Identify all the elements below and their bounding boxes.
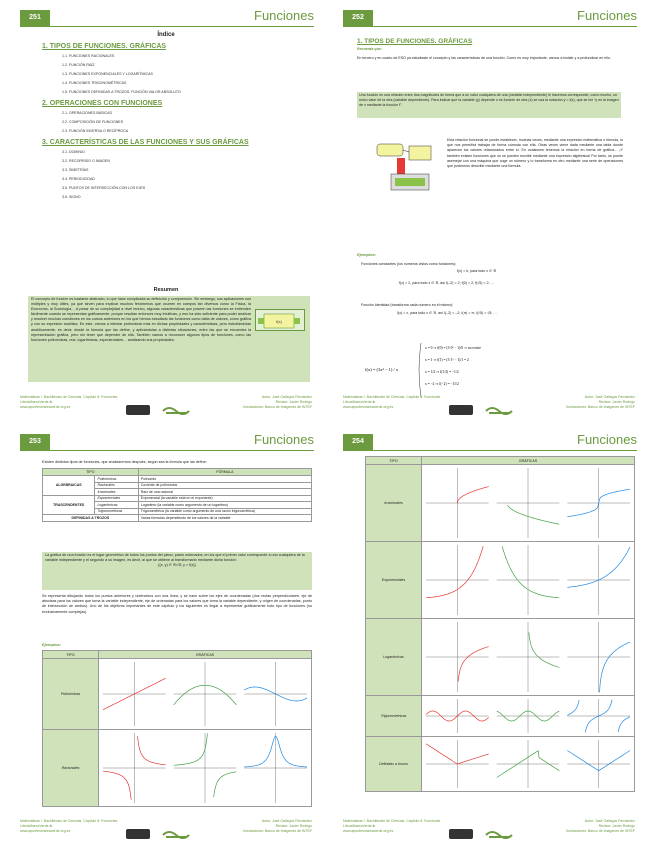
axes [426, 622, 489, 692]
footer-author: Autor: José Gallegos Fernández [261, 395, 312, 399]
footer-link[interactable]: LibrosMareaVerde.tk [343, 824, 376, 828]
footer-author: Autor: José Gallegos Fernández [261, 819, 312, 823]
page-header [337, 6, 641, 30]
graph-explanation: Se representa dibujando todos los puntos anteriores y uniéndolos con una línea, y se hace sobre los ejes de coordenadas (dos rectas perpendiculares: eje de abscisas para los valores que toma la variable independiente, eje de ordenadas para los valores que toma la variable dependiente, y origen de coordenadas, punto de intersección de ambos). Uno de los objetivos importantes de este capítulo y los siguientes es llegar a representar gráficamente todo tipo de funciones (no exclusivamente complejas). [42, 594, 312, 614]
axes [426, 545, 489, 615]
axes [497, 622, 560, 692]
definition-box: Una función es una relación entre dos magnitudes de forma que a un valor cualquiera de una (variable independiente) le hacemos corresponder, como mucho, un único valor de la otra (variable dependiente). Para indicar que la variable (y) depende o es función de otra (x) se usa la notación y = f(x), que se lee “y es la imagen de x mediante la función f”. [357, 92, 621, 118]
function-machine-illustration [255, 309, 305, 331]
example-identity: Función identidad (transforma cada número en él mismo): [361, 303, 454, 307]
footer-book: Matemáticas I. Bachillerato de Ciencias. Capítulo 6: Funciones [20, 819, 118, 823]
page-footer [337, 817, 641, 845]
page-title: Funciones [577, 432, 637, 447]
table-cell: TRASCENDENTES [43, 495, 95, 515]
axes [497, 468, 560, 538]
graph-cell [422, 696, 635, 737]
graph-type-label: Exponenciales [366, 542, 422, 619]
graph-type-label: Racionales [43, 730, 99, 807]
example-constant-eq2: f(x) = 2, para todo x ∈ ℜ, así f(–2) = 2; f(0) = 2; f(√5) = 2; … [399, 281, 495, 285]
table-row [366, 542, 635, 619]
page-title: Funciones [254, 8, 314, 23]
graph-type-label: Definidas a trozos [366, 737, 422, 792]
graph-definition-box [42, 552, 312, 590]
svg-text:x = 1/2 ⇒ f(1/2) = −1/2: x = 1/2 ⇒ f(1/2) = −1/2 [425, 370, 459, 374]
table-row [366, 619, 635, 696]
axes [244, 733, 307, 803]
function-curve [457, 487, 488, 504]
toc-section-3[interactable]: 3. CARACTERÍSTICAS DE LAS FUNCIONES Y SUS GRÁFICAS [42, 139, 249, 146]
table-cell: Exponenciales [95, 495, 138, 502]
function-machine-icon [367, 138, 437, 198]
function-curve [458, 647, 489, 682]
table-cell: Raíz de una racional [138, 489, 311, 496]
marea-verde-logo [485, 403, 513, 415]
function-description: Esta relación funcional se puede establecer, muchas veces, mediante una expresión matemática o fórmula, lo que nos permitirá trabajar de forma cómoda con ella. Otras veces viene dada mediante una tabla donde aparecen los valores relacionados entre sí. En ocasiones tenemos la relación en forma de gráfica… ¡Y también existen funciones que no se pueden escribir mediante una expresión algebraica! Por tanto, se puede asemejar con una máquina que coge un número y lo transforma en otro mediante una serie de operaciones que podremos describir mediante una fórmula. [447, 138, 623, 169]
table-header: TIPO [366, 457, 422, 465]
toc-item[interactable]: 1.5. FUNCIONES DEFINIDAS A TROZOS. FUNCIÓN VALOR ABSOLUTO [62, 90, 181, 94]
table-row [366, 465, 635, 542]
page-footer [14, 817, 318, 845]
header-rule [20, 26, 314, 27]
table-cell: DEFINIDAS A TROZOS [43, 515, 139, 522]
table-header: TIPO [43, 651, 99, 659]
table-cell: Trigonométricas [95, 508, 138, 515]
footer-author: Autor: José Gallegos Fernández [584, 819, 635, 823]
toc-item[interactable]: 3.6. SIGNO [62, 195, 81, 199]
footer-url[interactable]: www.apuntesmareaverde.org.es [20, 405, 71, 409]
footer-reviewer: Revisor: Javier Rodrigo [275, 824, 312, 828]
footer-url[interactable]: www.apuntesmareaverde.org.es [343, 405, 394, 409]
page-title: Funciones [577, 8, 637, 23]
axes [497, 545, 560, 615]
axes [567, 622, 630, 692]
toc-item[interactable]: 3.2. RECORRIDO O IMAGEN [62, 159, 110, 163]
function-curve [600, 642, 631, 693]
footer-illustrations: Ilustraciones: Banco de Imágenes de INTEF [566, 405, 635, 409]
graph-cell [422, 465, 635, 542]
svg-text:f(x): f(x) [276, 319, 282, 324]
header-rule [343, 26, 637, 27]
table-cell: Irracionales [95, 489, 138, 496]
table-row [366, 696, 635, 737]
page-header [337, 430, 641, 454]
toc-section-2[interactable]: 2. OPERACIONES CON FUNCIONES [42, 100, 163, 107]
footer-link[interactable]: LibrosMareaVerde.tk [20, 824, 53, 828]
graph-definition-text: La gráfica de una función es el lugar geométrico de todos los puntos del plano, pares ordenados, en los que el primer valor corresponde a uno cualquiera de la variable independiente y el segundo a su imagen, es decir, al que se obtiene al transformarlo mediante dicha función: [45, 553, 305, 563]
toc-item[interactable]: 1.1. FUNCIONES RACIONALES [62, 54, 115, 58]
intro-text: Existen distintos tipos de funciones, que analizaremos después, según sea la fórmula que las define: [42, 460, 207, 464]
section-heading: 1. TIPOS DE FUNCIONES. GRÁFICAS [357, 38, 473, 45]
footer-reviewer: Revisor: Javier Rodrigo [598, 400, 635, 404]
page-number: 252 [343, 10, 373, 26]
table-cell: Exponencial (la variable está en el exponente) [138, 495, 311, 502]
table-cell: Logaritmo (la variable como argumento de un logaritmo) [138, 502, 311, 509]
toc-item[interactable]: 1.3. FUNCIONES EXPONENCIALES Y LOGARÍTMICAS [62, 72, 153, 76]
toc-item[interactable]: 1.2. FUNCIÓN RAÍZ [62, 63, 95, 67]
graph-type-label: Irracionales [366, 465, 422, 542]
index-title: Índice [157, 32, 175, 38]
footer-book: Matemáticas I. Bachillerato de Ciencias. Capítulo 6: Funciones [20, 395, 118, 399]
footer-author: Autor: José Gallegos Fernández [584, 395, 635, 399]
page-header [14, 430, 318, 454]
summary-title: Resumen [153, 287, 179, 293]
table-cell: Cociente de polinomios [138, 482, 311, 489]
marea-verde-logo [162, 827, 190, 839]
axes [174, 733, 237, 803]
table-row [43, 515, 312, 522]
cc-license-icon [126, 829, 150, 839]
table-cell: Logarítmicas [95, 502, 138, 509]
table-cell: Polinomio [138, 476, 311, 483]
graph-type-label: Trigonométricas [366, 696, 422, 737]
function-types-table [42, 468, 312, 522]
graph-examples-table [42, 650, 312, 807]
table-cell: Polinómicas [95, 476, 138, 483]
svg-text:f(x) = (3x² − 1) / x: f(x) = (3x² − 1) / x [365, 367, 399, 372]
examples-label: Ejemplos: [42, 642, 62, 647]
toc-item[interactable]: 3.4. PERIODICIDAD [62, 177, 95, 181]
footer-illustrations: Ilustraciones: Banco de Imágenes de INTEF [566, 829, 635, 833]
page-title: Funciones [254, 432, 314, 447]
footer-link[interactable]: LibrosMareaVerde.tk [20, 400, 53, 404]
cc-license-icon [449, 829, 473, 839]
table-cell: ALGEBRAICAS [43, 476, 95, 496]
table-header: GRÁFICAS [99, 651, 312, 659]
footer-book: Matemáticas I. Bachillerato de Ciencias. Capítulo 6: Funciones [343, 819, 441, 823]
table-header: FÓRMULA [138, 469, 311, 476]
examples-label: Ejemplos: [357, 252, 377, 257]
graph-type-label: Polinómicas [43, 659, 99, 730]
example-constant-eq: f(x) = k, para todo x ∈ ℜ [457, 269, 497, 273]
table-cell: Trigonométrica (la variable como argumento de una razón trigonométrica) [138, 508, 311, 515]
page-253 [14, 430, 318, 845]
toc-item[interactable]: 3.3. SIMETRÍAS [62, 168, 89, 172]
axes [174, 662, 237, 726]
recall-label: Recuerda que: [357, 47, 382, 51]
footer-url[interactable]: www.apuntesmareaverde.org.es [343, 829, 394, 833]
footer-illustrations: Ilustraciones: Banco de Imágenes de INTEF [243, 405, 312, 409]
graph-cell [422, 542, 635, 619]
toc-item[interactable]: 3.1. DOMINIO [62, 150, 85, 154]
page-header [14, 6, 318, 30]
function-curve [508, 505, 560, 524]
header-rule [343, 450, 637, 451]
footer-illustrations: Ilustraciones: Banco de Imágenes de INTEF [243, 829, 312, 833]
svg-text:x = 0 ⇒ f(0) = (3·0² − 1)/0 ⇒: x = 0 ⇒ f(0) = (3·0² − 1)/0 ⇒ no existe [425, 346, 481, 350]
footer-reviewer: Revisor: Javier Rodrigo [275, 400, 312, 404]
footer-link[interactable]: LibrosMareaVerde.tk [343, 400, 376, 404]
table-row [366, 737, 635, 792]
graph-cell [422, 737, 635, 792]
toc-item[interactable]: 1.4. FUNCIONES TRIGONOMÉTRICAS [62, 81, 127, 85]
page-number: 254 [343, 434, 373, 450]
axes [497, 740, 560, 788]
cc-license-icon [126, 405, 150, 415]
graph-type-label: Logarítmicas [366, 619, 422, 696]
graph-cell [99, 730, 312, 807]
page-254 [337, 430, 641, 845]
footer-reviewer: Revisor: Javier Rodrigo [598, 824, 635, 828]
header-rule [20, 450, 314, 451]
graph-cell [99, 659, 312, 730]
page-footer [14, 393, 318, 421]
function-curve [529, 632, 560, 667]
toc-item[interactable]: 2.2. COMPOSICIÓN DE FUNCIONES [62, 120, 124, 124]
summary-text: El concepto de función es bastante abstracto, lo que hace complicada su definición y comprensión. Sin embargo, sus aplicaciones son múltiples y muy útiles, ya que sirven para explicar muchos fenómenos que ocurren en campos tan diversos como la Física, la Economía, la Sociología… A pesar de su complejidad a nivel teórico, algunas características que poseen las funciones se entienden fácilmente cuando se representan gráficamente, porque resultan entonces muy intuitivas, y eso ha sido suficiente para poder analizar y resolver muchas cuestiones en los cursos anteriores en los que hemos estudiado las funciones como tabla de valores, como gráfica y con su expresión analítica. En este, vamos a intentar profundizar más en dichas propiedades y características, pero estudiándolas analíticamente, es decir, desde la fórmula que las define, y aplicándolas a distintas situaciones, entre las que se encuentra la representación gráfica, pero sin tener que depender de ella. También vamos a reconocer algunos tipos de funciones, como las funciones polinómicas, raíz, logarítmicas, exponenciales… analizando sus propiedades. [31, 297, 251, 342]
summary-box [28, 296, 310, 382]
svg-text:x = 1 ⇒ f(1) = (3·1² − 1)/1 =: x = 1 ⇒ f(1) = (3·1² − 1)/1 = 2 [425, 358, 469, 362]
table-cell: Varias fórmulas dependiendo de los valores de la variable [138, 515, 311, 522]
marea-verde-logo [162, 403, 190, 415]
page-251 [14, 6, 318, 421]
axes [567, 740, 630, 788]
page-footer [337, 393, 641, 421]
intro-text: En tercero y en cuarto de ESO ya estudiaste el concepto y las características de una función. Como es muy importante, vamos a insistir y a profundizar en ello. [357, 56, 611, 60]
toc-section-1[interactable]: 1. TIPOS DE FUNCIONES. GRÁFICAS [42, 43, 167, 50]
marea-verde-logo [485, 827, 513, 839]
toc-item[interactable]: 3.5. PUNTOS DE INTERSECCIÓN CON LOS EJES [62, 186, 146, 190]
axes [497, 699, 560, 733]
function-curve [426, 546, 483, 598]
axes [103, 733, 166, 803]
svg-text:x = −2 ⇒ f(−2) = −11/2: x = −2 ⇒ f(−2) = −11/2 [425, 382, 459, 386]
table-row [43, 659, 312, 730]
table-header: TIPO [43, 469, 139, 476]
example-constant: Funciones constantes (los números vistos como funciones): [361, 262, 457, 266]
graph-cell [422, 619, 635, 696]
page-number: 253 [20, 434, 50, 450]
footer-url[interactable]: www.apuntesmareaverde.org.es [20, 829, 71, 833]
toc-item[interactable]: 2.3. FUNCIÓN INVERSA O RECÍPROCA [62, 129, 129, 133]
graph-set-eq: {(x, y) ∈ ℜ×ℜ; y = f(x)} [158, 563, 196, 568]
table-cell: Racionales [95, 482, 138, 489]
table-row [43, 730, 312, 807]
page-252 [337, 6, 641, 421]
example-identity-eq: I(x) = x, para todo x ∈ ℜ, así I(–2) = –2; I(π) = π; I(√5) = √5; … [397, 311, 497, 315]
footer-book: Matemáticas I. Bachillerato de Ciencias. Capítulo 6: Funciones [343, 395, 441, 399]
function-curve [502, 546, 559, 598]
toc-item[interactable]: 2.1. OPERACIONES BÁSICAS [62, 111, 112, 115]
table-header: GRÁFICAS [422, 457, 635, 465]
rational-function-example [363, 339, 625, 401]
graph-examples-table [365, 456, 635, 792]
cc-license-icon [449, 405, 473, 415]
page-number: 251 [20, 10, 50, 26]
